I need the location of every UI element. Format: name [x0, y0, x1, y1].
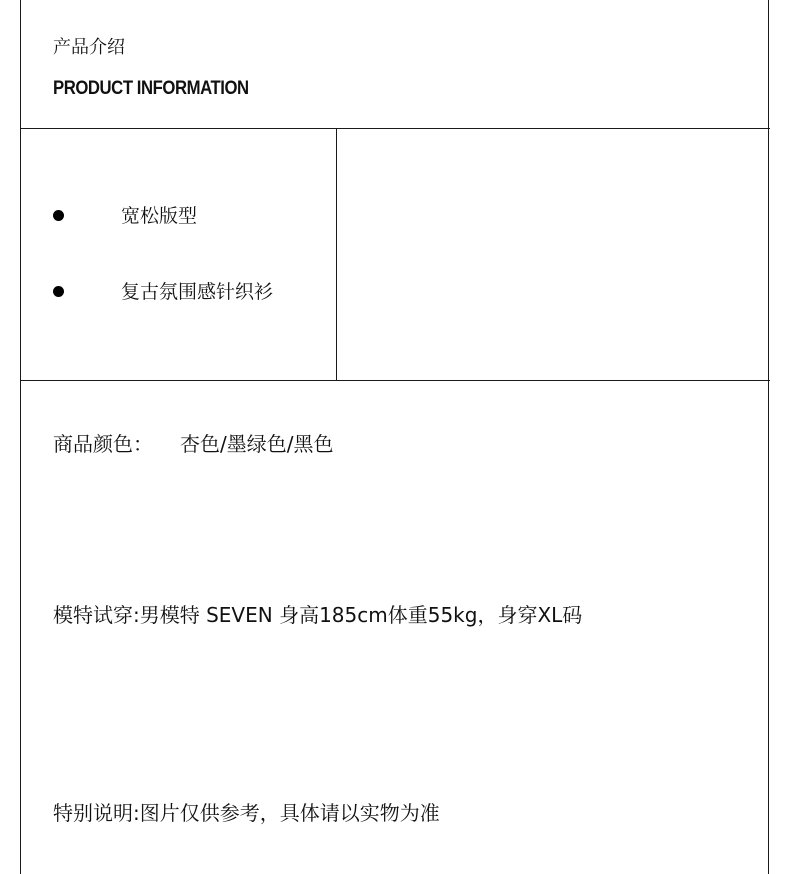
features-column-divider — [336, 128, 337, 381]
bullet-icon — [53, 210, 64, 221]
features-divider — [20, 380, 770, 381]
section-title-cn: 产品介绍 — [53, 37, 125, 58]
model-info: 模特试穿:男模特 SEVEN 身高185cm体重55kg，身穿XL码 — [53, 603, 583, 627]
feature-text: 复古氛围感针织衫 — [121, 281, 274, 303]
product-colors-label: 商品颜色： — [53, 432, 153, 456]
header-divider — [20, 128, 770, 129]
product-colors-row — [53, 430, 333, 458]
feature-text: 宽松版型 — [121, 205, 198, 227]
bullet-icon — [53, 286, 64, 297]
feature-item — [53, 202, 333, 230]
feature-item — [53, 278, 333, 306]
section-title-en: PRODUCT INFORMATION — [53, 78, 249, 99]
special-note: 特别说明:图片仅供参考，具体请以实物为准 — [53, 801, 440, 825]
product-colors-value: 杏色/墨绿色/黑色 — [180, 432, 334, 456]
